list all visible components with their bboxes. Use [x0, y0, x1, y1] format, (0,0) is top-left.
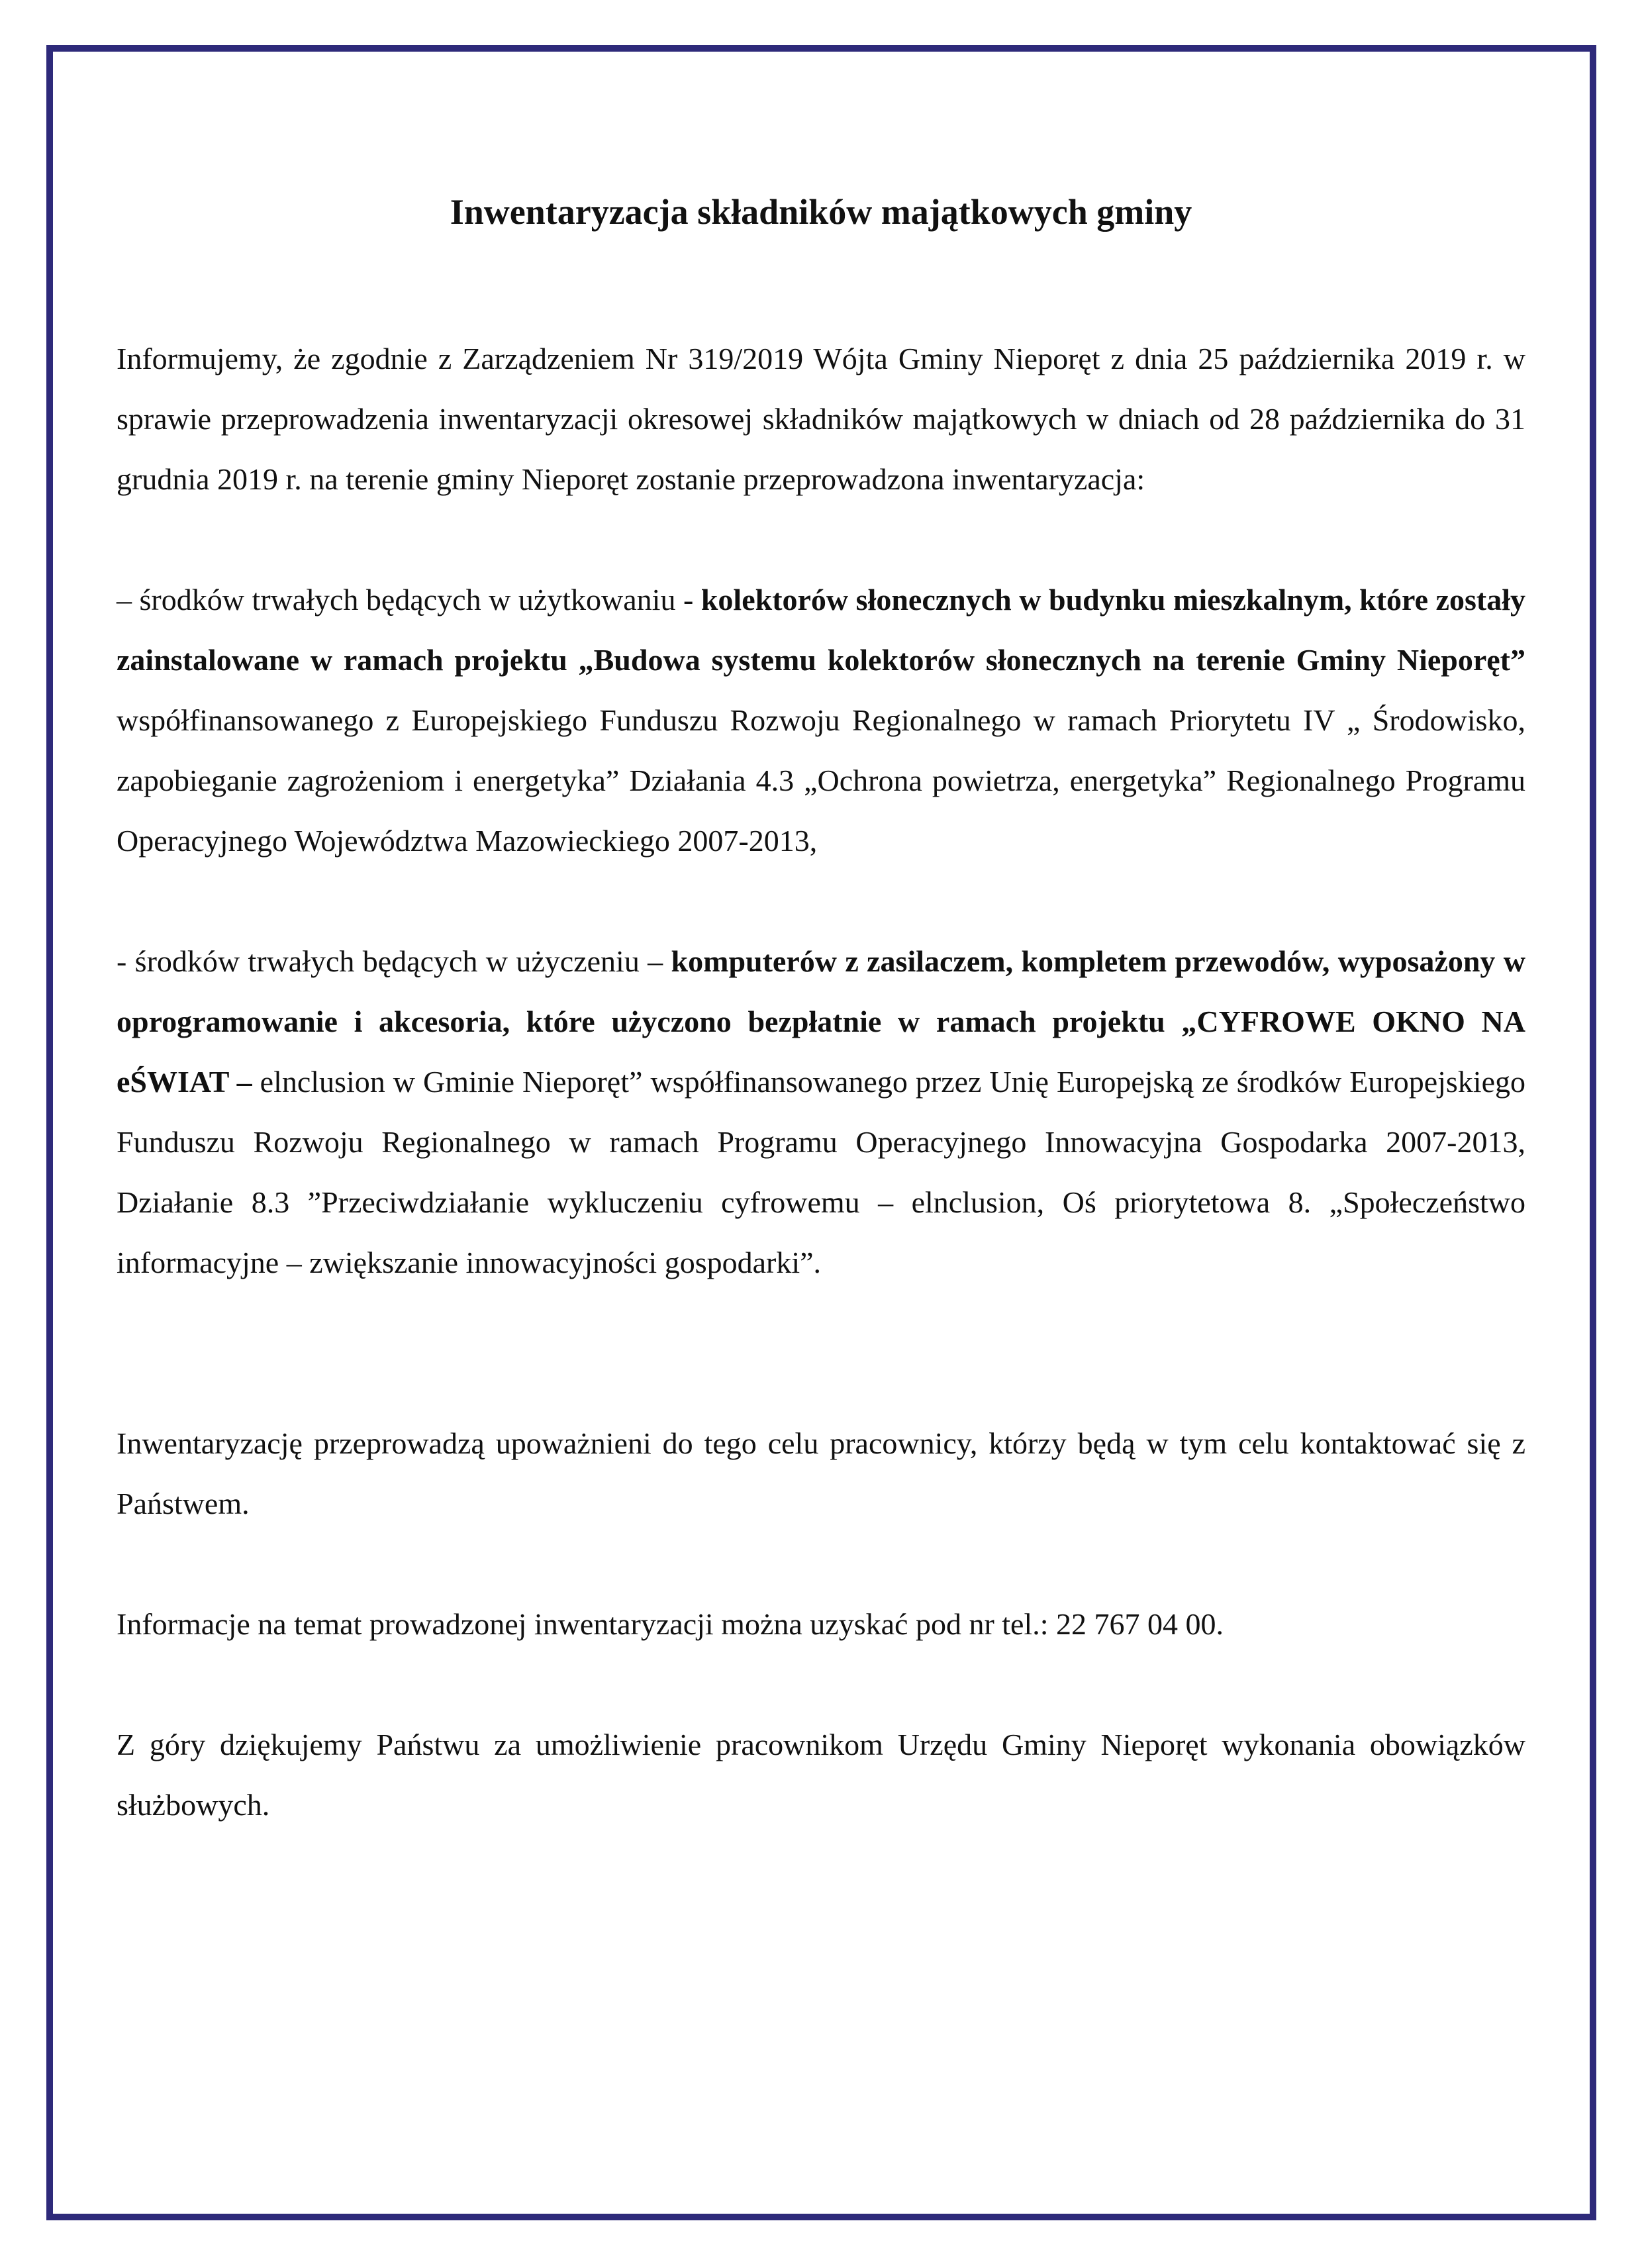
item-computers: [117, 931, 1525, 1293]
item-computers-suffix: elnclusion w Gminie Nieporęt” współfinansowanego przez Unię Europejską ze środków Europejskiego Funduszu Rozwoju Regionalnego w ramach Programu Operacyjnego Innowacyjna Gospodarka 2007-2013, Działanie 8.3 ”Przeciwdziałanie wykluczeniu cyfrowemu – elnclusion, Oś priorytetowa 8. „Społeczeństwo informacyjne – zwiększanie innowacyjności gospodarki”.: [117, 1065, 1525, 1279]
thanks-paragraph: Z góry dziękujemy Państwu za umożliwienie pracownikom Urzędu Gminy Nieporęt wykonania obowiązków służbowych.: [117, 1728, 1525, 1822]
intro-paragraph: Informujemy, że zgodnie z Zarządzeniem Nr 319/2019 Wójta Gminy Nieporęt z dnia 25 października 2019 r. w sprawie przeprowadzenia inwentaryzacji okresowej składników majątkowych w dniach od 28 października do 31 grudnia 2019 r. na terenie gminy Nieporęt zostanie przeprowadzona inwentaryzacja:: [117, 342, 1525, 496]
document-title: Inwentaryzacja składników majątkowych gminy: [450, 192, 1192, 232]
workers-paragraph: Inwentaryzację przeprowadzą upoważnieni do tego celu pracownicy, którzy będą w tym celu kontaktować się z Państwem.: [117, 1426, 1525, 1520]
item-computers-prefix: - środków trwałych będących w użyczeniu –: [117, 944, 671, 978]
item-solar-collectors: [117, 569, 1525, 871]
item-computers-bold: komputerów z zasilaczem, kompletem przewodów, wyposażony w oprogramowanie i akcesoria, które użyczono bezpłatnie w ramach projektu „CYFROWE OKNO NA eŚWIAT –: [117, 944, 1525, 1099]
contact-paragraph: Informacje na temat prowadzonej inwentaryzacji można uzyskać pod nr tel.: 22 767 04 00.: [117, 1607, 1224, 1641]
item-solar-collectors-suffix: współfinansowanego z Europejskiego Funduszu Rozwoju Regionalnego w ramach Priorytetu IV „ Środowisko, zapobieganie zagrożeniom i energetyka” Działania 4.3 „Ochrona powietrza, energetyka” Regionalnego Programu Operacyjnego Województwa Mazowieckiego 2007-2013,: [117, 703, 1525, 858]
item-solar-collectors-prefix: – środków trwałych będących w użytkowaniu -: [117, 583, 701, 616]
item-solar-collectors-bold: kolektorów słonecznych w budynku mieszkalnym, które zostały zainstalowane w ramach projektu „Budowa systemu kolektorów słonecznych na terenie Gminy Nieporęt”: [117, 583, 1525, 677]
document-body: [117, 172, 1525, 1835]
